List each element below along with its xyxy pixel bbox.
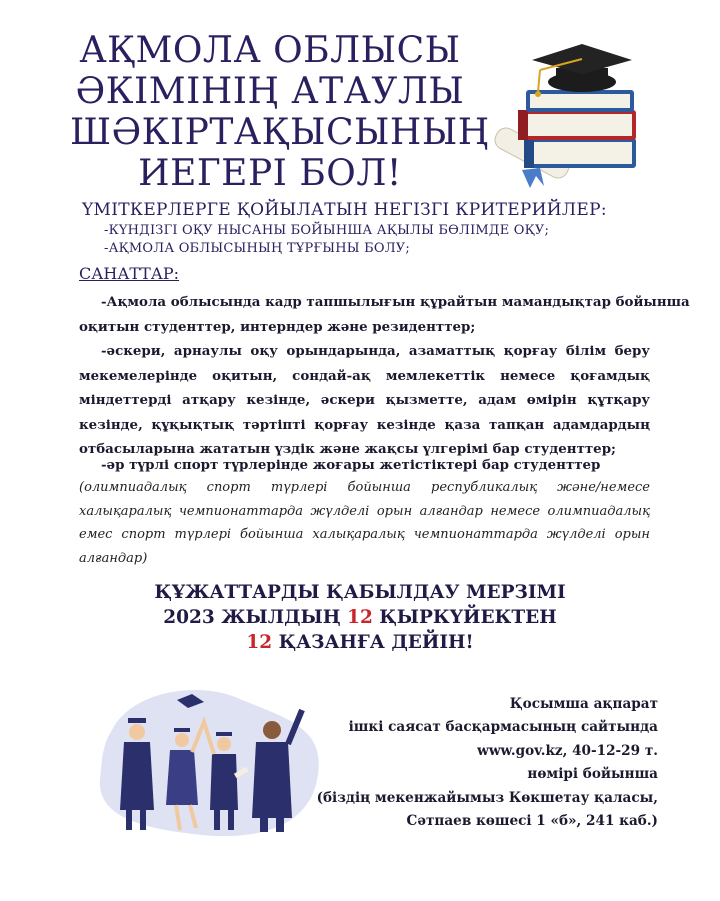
- italic-line-3: емес спорт түрлері бойынша халықаралық чемпионаттарда жүлделі орын: [79, 527, 650, 542]
- title-line-4: ИЕГЕРІ БОЛ!: [138, 153, 402, 194]
- italic-line-2: халықаралық чемпионаттарда жүлделі орын алғандар немесе олимпиадалық: [79, 503, 650, 519]
- deadline-line-3-text: ҚАЗАНҒА ДЕЙІН!: [272, 632, 474, 653]
- info-line-4: нөмірі бойынша: [527, 766, 658, 783]
- info-line-5: (біздің мекенжайымыз Көкшетау қаласы,: [316, 789, 658, 806]
- criteria-item-2: -АҚМОЛА ОБЛЫСЫНЫҢ ТҰРҒЫНЫ БОЛУ;: [104, 241, 410, 256]
- title-line-2: ӘКІМІНІҢ АТАУЛЫ: [75, 71, 465, 112]
- para2-line-5: отбасыларына жататын үздік және жақсы үлгерімі бар студенттер;: [79, 441, 617, 458]
- deadline-block: [150, 580, 570, 655]
- deadline-line-2: [150, 605, 570, 630]
- deadline-line-1: ҚҰЖАТТАРДЫ ҚАБЫЛДАУ МЕРЗІМІ: [154, 582, 566, 603]
- para2-line-2: мекемелерінде оқитын, сондай-ақ мемлекеттік немесе қоғамдық: [79, 367, 650, 384]
- categories-heading: САНАТТАР:: [79, 264, 180, 283]
- info-line-2: ішкі саясат басқармасының сайтында: [348, 719, 658, 736]
- contact-info: [317, 693, 658, 833]
- para2-line-3: міндеттерді атқару кезінде, әскери қызметте, адам өмірін құтқару: [79, 392, 650, 409]
- graduation-books-illustration: [482, 30, 642, 205]
- category-paragraph-2: [79, 339, 650, 462]
- graduates-celebrating-illustration: [92, 670, 332, 850]
- deadline-line-2-month: ҚЫРКҮЙЕКТЕН: [372, 607, 557, 628]
- deadline-line-2-text: 2023 ЖЫЛДЫҢ: [163, 607, 348, 628]
- category-paragraph-3: [79, 453, 650, 478]
- category-paragraph-1: [79, 290, 690, 339]
- info-line-6: Сәтпаев көшесі 1 «б», 241 каб.): [406, 813, 658, 830]
- para2-line-4: кезінде, құқықтық тәртіпті қорғау кезінде қаза тапқан адамдардың: [79, 416, 650, 433]
- para3-line-1: -әр түрлі спорт түрлерінде жоғары жетістіктері бар студенттер: [101, 457, 601, 473]
- para2-line-1: -әскери, арнаулы оқу орындарында, азаматтық қорғау білім беру: [101, 343, 650, 359]
- para1-line-2: оқитын студенттер, интерндер және резиденттер;: [79, 318, 476, 335]
- italic-line-4: алғандар): [79, 550, 148, 566]
- info-line-1: Қосымша ақпарат: [509, 696, 658, 712]
- deadline-start-day: 12: [347, 607, 373, 628]
- deadline-line-3: [150, 630, 570, 655]
- para1-line-1: -Ақмола облысында кадр тапшылығын құрайтын мамандықтар бойынша: [101, 294, 690, 310]
- page-title: [70, 30, 490, 194]
- title-line-1: АҚМОЛА ОБЛЫСЫ: [79, 30, 461, 71]
- title-line-3: ШӘКІРТАҚЫСЫНЫҢ: [70, 112, 490, 153]
- info-line-3: www.gov.kz, 40-12-29 т.: [477, 742, 658, 759]
- deadline-end-day: 12: [246, 632, 273, 653]
- category-note-italic: [79, 476, 650, 570]
- criteria-item-1: -КҮНДІЗГІ ОҚУ НЫСАНЫ БОЙЫНША АҚЫЛЫ БӨЛІМДЕ ОҚУ;: [104, 223, 550, 238]
- italic-line-1: (олимпиадалық спорт түрлері бойынша республикалық және/немесе: [79, 480, 650, 495]
- criteria-heading: ҮМІТКЕРЛЕРГЕ ҚОЙЫЛАТЫН НЕГІЗГІ КРИТЕРИЙЛЕР:: [82, 200, 607, 220]
